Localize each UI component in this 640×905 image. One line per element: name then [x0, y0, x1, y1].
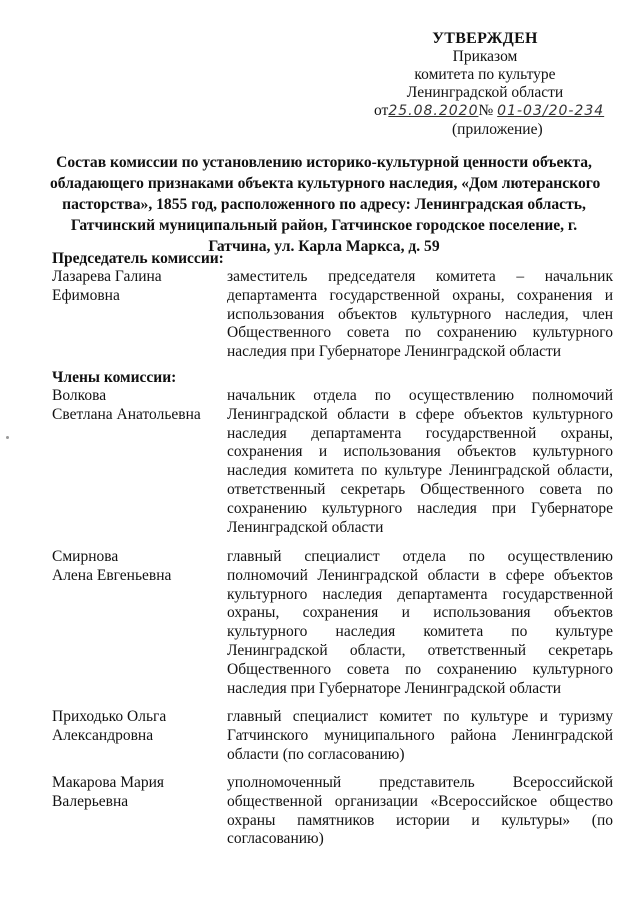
title-line: Состав комиссии по установлению историко-культурной ценности объекта,: [56, 154, 592, 171]
person-name: Волкова Светлана Анатольевна: [52, 387, 201, 423]
title-line: обладающего признаками объекта культурного наследия, «Дом лютеранского: [50, 175, 601, 192]
person-description: заместитель председателя комитета – начальник департамента государственной охраны, сохранения и использования объектов культурного наследия, член Общественного совета по сохранению культурного наследия при Губернаторе Ленинградской области: [227, 268, 613, 361]
handwritten-date: 25.08.2020: [388, 103, 479, 119]
handwritten-number: 01-03/20-234: [497, 103, 605, 119]
person-description: главный специалист отдела по осуществлению полномочий Ленинградской области в сфере объектов культурного наследия департамента государственной охраны, сохранения и использования объектов культурного наследия комитета по культуре Ленинградской области, ответственный секретарь Общественного совета по сохранению культурного наследия при Губернаторе Ленинградской области: [227, 548, 613, 697]
approval-line-3: Ленинградской области: [406, 84, 564, 101]
person-name: Макарова Мария Валерьевна: [52, 774, 165, 810]
scan-speck: [6, 436, 9, 439]
person-description: уполномоченный представитель Всероссийской общественной организации «Всероссийское общество охраны памятников истории и культуры» (по согласованию): [227, 774, 613, 848]
approval-line-1: Приказом: [452, 48, 518, 65]
date-prefix: от: [374, 102, 389, 119]
title-line: Гатчина, ул. Карла Маркса, д. 59: [208, 238, 440, 255]
number-prefix: №: [478, 102, 494, 119]
order-date-number: [374, 102, 634, 120]
approval-block: [360, 30, 610, 102]
appendix-label: (приложение): [452, 121, 543, 138]
title-line: Гатчинский муниципальный район, Гатчинское городское поселение, г.: [70, 217, 578, 234]
document-title: [50, 152, 601, 257]
person-name: Смирнова Алена Евгеньевна: [52, 548, 172, 584]
person-name: Лазарева Галина Ефимовна: [52, 268, 162, 304]
person-description: начальник отдела по осуществлению полномочий Ленинградской области в сфере объектов культурного наследия департамента государственной охраны, сохранения и использования объектов культурного наследия комитета по культуре Ленинградской области, ответственный секретарь Общественного совета по сохранению культурного наследия при Губернаторе Ленинградской области: [227, 387, 613, 536]
members-heading: Члены комиссии:: [52, 369, 177, 386]
title-line: пасторства», 1855 год, расположенного по адресу: Ленинградская область,: [62, 196, 586, 213]
chair-heading: Председатель комиссии:: [52, 250, 224, 267]
approval-line-2: комитета по культуре: [414, 66, 556, 83]
person-name: Приходько Ольга Александровна: [52, 708, 167, 744]
person-description: главный специалист комитет по культуре и туризму Гатчинского муниципального района Ленинградской области (по согласованию): [227, 708, 613, 763]
approval-heading: УТВЕРЖДЕН: [432, 30, 538, 47]
